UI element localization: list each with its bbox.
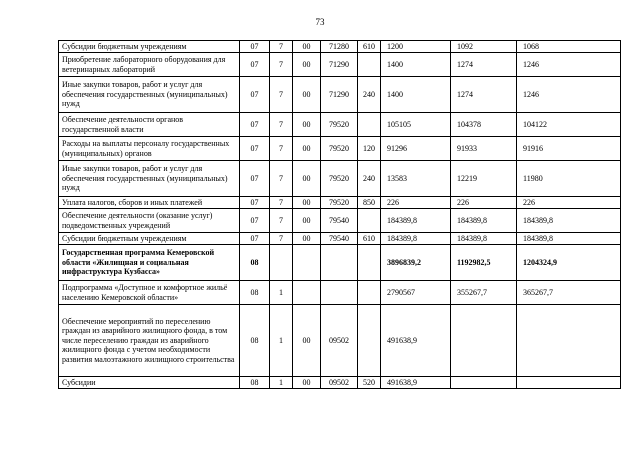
row-name: Расходы на выплаты персоналу государственных (муниципальных) органов <box>59 137 240 161</box>
code-dir <box>321 245 358 281</box>
row-name: Иные закупки товаров, работ и услуг для обеспечения государственных (муниципальных) нужд <box>59 161 240 197</box>
code-osn: 00 <box>293 77 321 113</box>
code-sub: 1 <box>270 377 293 389</box>
value-year3: 1068 <box>517 41 621 53</box>
code-gp: 07 <box>240 209 270 233</box>
table-row <box>59 281 621 305</box>
code-sub: 7 <box>270 233 293 245</box>
code-vr: 850 <box>358 197 381 209</box>
code-osn: 00 <box>293 209 321 233</box>
value-year2: 184389,8 <box>451 209 517 233</box>
value-year3: 365267,7 <box>517 281 621 305</box>
value-year1: 13583 <box>381 161 451 197</box>
value-year3: 91916 <box>517 137 621 161</box>
code-osn: 00 <box>293 197 321 209</box>
value-year2 <box>451 377 517 389</box>
row-name: Иные закупки товаров, работ и услуг для обеспечения государственных (муниципальных) нужд <box>59 77 240 113</box>
value-year3: 11980 <box>517 161 621 197</box>
table-row <box>59 197 621 209</box>
code-gp: 08 <box>240 377 270 389</box>
code-gp: 07 <box>240 137 270 161</box>
value-year1: 1400 <box>381 77 451 113</box>
row-name: Приобретение лабораторного оборудования для ветеринарных лабораторий <box>59 53 240 77</box>
code-sub: 7 <box>270 137 293 161</box>
code-vr <box>358 53 381 77</box>
value-year3: 226 <box>517 197 621 209</box>
page-number: 73 <box>315 17 325 27</box>
code-gp: 07 <box>240 113 270 137</box>
value-year1: 91296 <box>381 137 451 161</box>
row-name: Подпрограмма «Доступное и комфортное жильё населению Кемеровской области» <box>59 281 240 305</box>
value-year1: 1400 <box>381 53 451 77</box>
table-body <box>59 41 621 389</box>
row-name: Обеспечение мероприятий по переселению граждан из аварийного жилищного фонда, в том числе переселению граждан из аварийного жилищного фонда с учетом необходимости развития малоэтажного жилищного строительства <box>59 305 240 377</box>
table-row <box>59 53 621 77</box>
value-year2: 1192982,5 <box>451 245 517 281</box>
code-osn <box>293 245 321 281</box>
code-sub: 7 <box>270 161 293 197</box>
value-year3: 1246 <box>517 77 621 113</box>
code-vr <box>358 281 381 305</box>
code-osn: 00 <box>293 377 321 389</box>
code-vr <box>358 113 381 137</box>
code-dir: 79540 <box>321 233 358 245</box>
code-dir: 79520 <box>321 161 358 197</box>
code-sub: 1 <box>270 305 293 377</box>
code-vr: 520 <box>358 377 381 389</box>
code-gp: 08 <box>240 245 270 281</box>
row-name: Субсидии бюджетным учреждениям <box>59 233 240 245</box>
code-sub: 7 <box>270 53 293 77</box>
value-year3: 1204324,9 <box>517 245 621 281</box>
value-year3: 184389,8 <box>517 233 621 245</box>
value-year2: 1274 <box>451 77 517 113</box>
code-osn: 00 <box>293 113 321 137</box>
table-row <box>59 161 621 197</box>
value-year3 <box>517 305 621 377</box>
table-row <box>59 113 621 137</box>
value-year1: 491638,9 <box>381 305 451 377</box>
value-year1: 184389,8 <box>381 209 451 233</box>
value-year1: 226 <box>381 197 451 209</box>
budget-table <box>58 40 621 389</box>
value-year2: 91933 <box>451 137 517 161</box>
code-dir: 79520 <box>321 137 358 161</box>
value-year1: 105105 <box>381 113 451 137</box>
code-sub: 7 <box>270 113 293 137</box>
row-name: Обеспечение деятельности органов государственной власти <box>59 113 240 137</box>
code-sub: 7 <box>270 209 293 233</box>
value-year2: 355267,7 <box>451 281 517 305</box>
code-osn: 00 <box>293 161 321 197</box>
code-vr <box>358 245 381 281</box>
code-dir <box>321 281 358 305</box>
row-name: Субсидии <box>59 377 240 389</box>
code-dir: 71290 <box>321 53 358 77</box>
code-sub: 7 <box>270 41 293 53</box>
value-year2: 104378 <box>451 113 517 137</box>
table-row <box>59 41 621 53</box>
value-year3: 104122 <box>517 113 621 137</box>
code-dir: 71290 <box>321 77 358 113</box>
code-dir: 71280 <box>321 41 358 53</box>
code-sub <box>270 245 293 281</box>
code-osn: 00 <box>293 53 321 77</box>
value-year1: 3896839,2 <box>381 245 451 281</box>
code-gp: 07 <box>240 77 270 113</box>
table-row <box>59 209 621 233</box>
value-year2: 184389,8 <box>451 233 517 245</box>
code-osn: 00 <box>293 305 321 377</box>
table-row <box>59 245 621 281</box>
table-row <box>59 377 621 389</box>
row-name: Государственная программа Кемеровской области «Жилищная и социальная инфраструктура Кузбасса» <box>59 245 240 281</box>
code-gp: 08 <box>240 305 270 377</box>
value-year1: 2790567 <box>381 281 451 305</box>
value-year2: 12219 <box>451 161 517 197</box>
code-sub: 1 <box>270 281 293 305</box>
code-gp: 07 <box>240 197 270 209</box>
code-vr: 120 <box>358 137 381 161</box>
code-gp: 07 <box>240 161 270 197</box>
code-vr <box>358 305 381 377</box>
row-name: Субсидии бюджетным учреждениям <box>59 41 240 53</box>
value-year2 <box>451 305 517 377</box>
value-year2: 1274 <box>451 53 517 77</box>
code-sub: 7 <box>270 197 293 209</box>
row-name: Уплата налогов, сборов и иных платежей <box>59 197 240 209</box>
code-gp: 08 <box>240 281 270 305</box>
table-row <box>59 137 621 161</box>
code-sub: 7 <box>270 77 293 113</box>
value-year3 <box>517 377 621 389</box>
row-name: Обеспечение деятельности (оказание услуг) подведомственных учреждений <box>59 209 240 233</box>
code-vr: 240 <box>358 77 381 113</box>
table-row <box>59 77 621 113</box>
value-year3: 184389,8 <box>517 209 621 233</box>
code-dir: 79520 <box>321 113 358 137</box>
code-osn: 00 <box>293 41 321 53</box>
code-dir: 09502 <box>321 377 358 389</box>
table-row <box>59 305 621 377</box>
value-year2: 226 <box>451 197 517 209</box>
value-year3: 1246 <box>517 53 621 77</box>
code-vr: 240 <box>358 161 381 197</box>
value-year2: 1092 <box>451 41 517 53</box>
code-osn <box>293 281 321 305</box>
code-gp: 07 <box>240 41 270 53</box>
code-vr: 610 <box>358 41 381 53</box>
value-year1: 1200 <box>381 41 451 53</box>
value-year1: 184389,8 <box>381 233 451 245</box>
table-row <box>59 233 621 245</box>
code-dir: 09502 <box>321 305 358 377</box>
code-vr <box>358 209 381 233</box>
code-dir: 79520 <box>321 197 358 209</box>
code-dir: 79540 <box>321 209 358 233</box>
code-gp: 07 <box>240 53 270 77</box>
code-osn: 00 <box>293 137 321 161</box>
code-osn: 00 <box>293 233 321 245</box>
code-vr: 610 <box>358 233 381 245</box>
code-gp: 07 <box>240 233 270 245</box>
value-year1: 491638,9 <box>381 377 451 389</box>
